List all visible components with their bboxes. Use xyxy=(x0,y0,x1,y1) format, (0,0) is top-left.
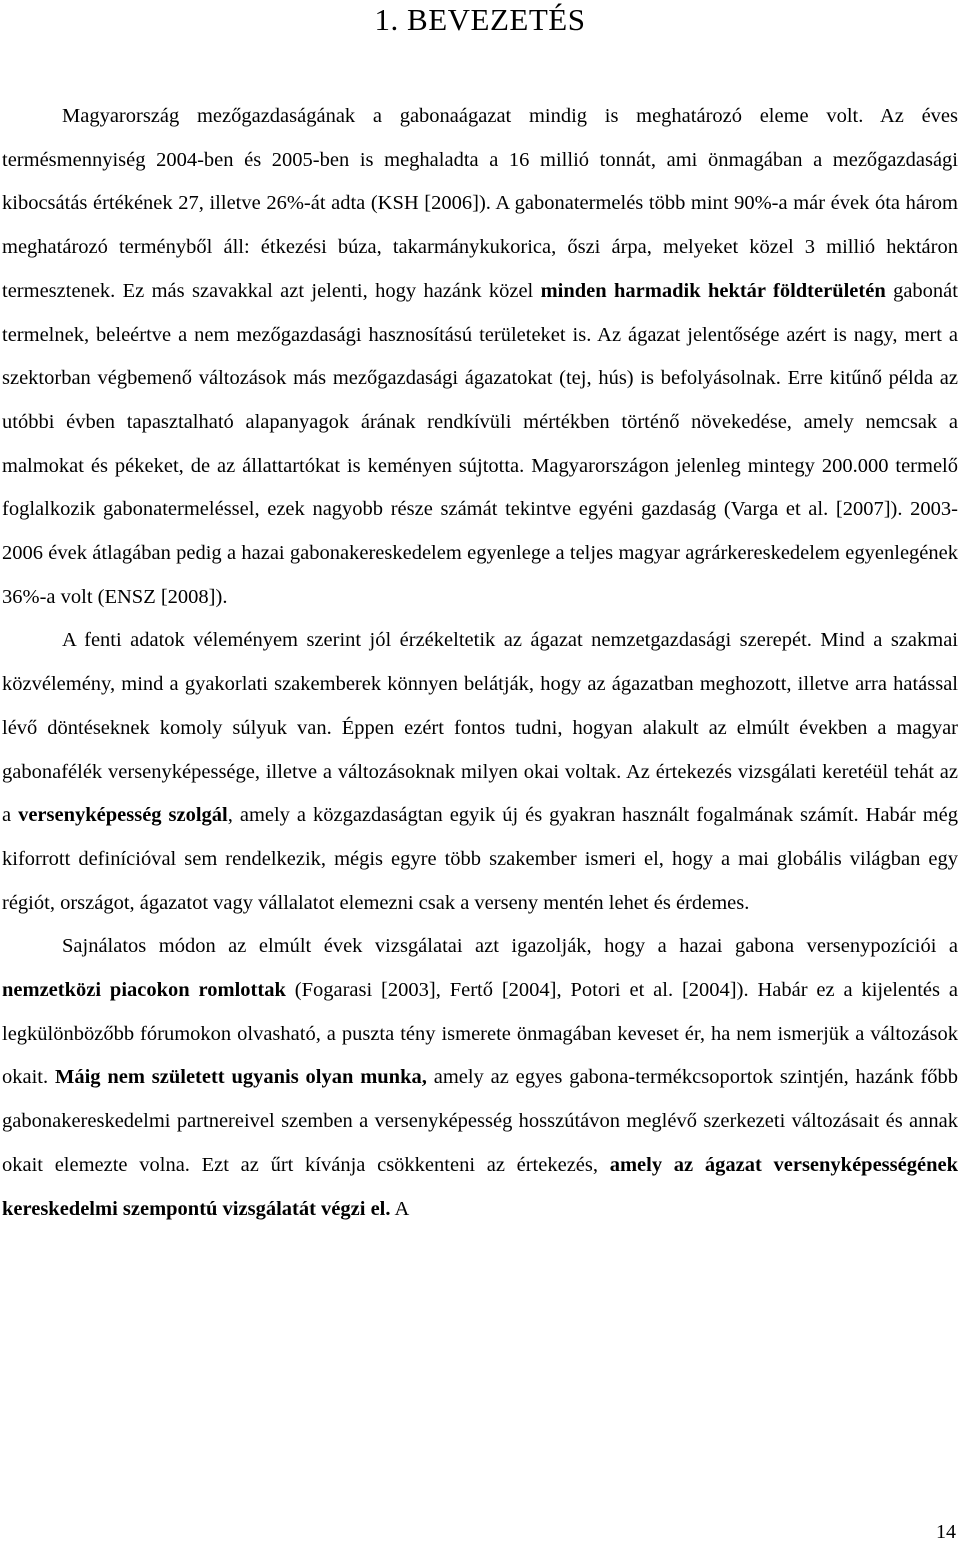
text-segment: Magyarország mezőgazdaságának a gabonaágazat mindig is meghatározó eleme volt. Az éves termésmennyiség 2004-ben és 2005-ben is meghaladta a 16 millió tonnát, ami önmagában a mezőgazdasági kibocsátás értékének 27, illetve 26%-át adta (KSH [2006]). A gabonatermelés több mint 90%-a már évek óta három meghatározó terményből áll: étkezési búza, takarmánykukorica, őszi árpa, melyeket közel 3 millió hektáron termesztenek. Ez más szavakkal azt jelenti, hogy hazánk közel xyxy=(2,105,958,302)
bold-text-segment: versenyképesség szolgál xyxy=(18,804,228,827)
text-segment: (Fogarasi [2003], Fertő [2004], Potori et al. [2004]). Habár ez a kijelentés a legkülönbözőbb fórumokon olvasható, a puszta tény ismerete önmagában keveset ér, ha nem ismerjük a változások okait. xyxy=(2,979,958,1089)
bold-text-segment: nemzetközi piacokon romlottak xyxy=(2,979,286,1002)
body-text xyxy=(2,95,958,1231)
paragraph-1 xyxy=(2,95,958,619)
bold-text-segment: minden harmadik hektár földterületén xyxy=(540,279,886,302)
bold-text-segment: Máig nem született ugyanis olyan munka, xyxy=(54,1066,427,1089)
page-number: 14 xyxy=(936,1521,956,1543)
text-segment: A fenti adatok véleményem szerint jól érzékeltetik az ágazat nemzetgazdasági szerepét. Mind a szakmai közvélemény, mind a gyakorlati szakemberek könnyen belátják, hogy az ágazatban meghozott, illetve arra hatással lévő döntéseknek komoly súlyuk van. Éppen ezért fontos tudni, hogyan alakult az elmúlt években a magyar gabonafélék versenyképessége, illetve a változásoknak milyen okai voltak. Az értekezés vizsgálati keretéül tehát az a xyxy=(2,629,958,827)
page-title: 1. BEVEZETÉS xyxy=(374,2,586,37)
paragraph-3 xyxy=(2,925,958,1231)
text-segment: A xyxy=(390,1197,410,1220)
text-segment: gabonát termelnek, beleértve a nem mezőgazdasági hasznosítású területeket is. Az ágazat jelentősége azért is nagy, mert a szektorban végbemenő változások más mezőgazdasági ágazatokat (tej, hús) is befolyásolnak. Erre kitűnő példa az utóbbi évben tapasztalható alapanyagok árának rendkívüli mértékben történő növekedése, amely nemcsak a malmokat és pékeket, de az állattartókat is keményen sújtotta. Magyarországon jelenleg mintegy 200.000 termelő foglalkozik gabonatermeléssel, ezek nagyobb része számát tekintve egyéni gazdaság (Varga et al. [2007]). 2003-2006 évek átlagában pedig a hazai gabonakereskedelem egyenlege a teljes magyar agrárkereskedelem egyenlegének 36%-a volt (ENSZ [2008]). xyxy=(2,279,958,608)
bold-text-segment: amely az ágazat versenyképességének kereskedelmi szempontú vizsgálatát végzi el. xyxy=(2,1153,958,1220)
paragraph-2 xyxy=(2,619,958,925)
text-segment: amely az egyes gabona-termékcsoportok szintjén, hazánk főbb gabonakereskedelmi partnereivel szemben a versenyképesség hosszútávon meglévő szerkezeti változásait és annak okait elemezte volna. Ezt az űrt kívánja csökkenteni az értekezés, xyxy=(2,1066,959,1176)
text-segment: Sajnálatos módon az elmúlt évek vizsgálatai azt igazolják, hogy a hazai gabona versenypozíciói a xyxy=(62,935,958,958)
text-segment: , amely a közgazdaságtan egyik új és gyakran használt fogalmának számít. Habár még kiforrott definícióval sem rendelkezik, mégis egyre több szakember ismeri el, hogy a mai globális világban egy régiót, országot, ágazatot vagy vállalatot elemezni csak a verseny mentén lehet és érdemes. xyxy=(2,804,958,914)
